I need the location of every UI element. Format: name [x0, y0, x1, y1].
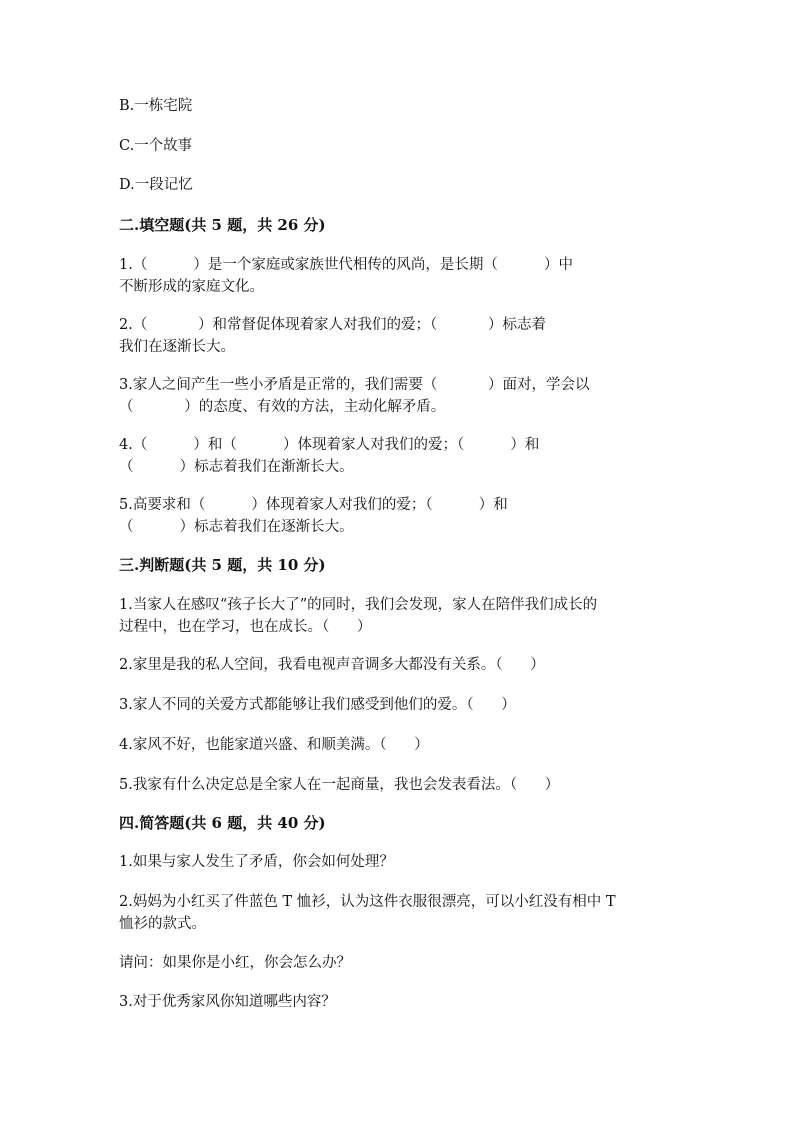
- short-answer-q2-line2: 恤衫的款式。: [119, 916, 206, 932]
- true-false-q1-line1: 1.当家人在感叹“孩子长大了”的同时，我们会发现，家人在陪伴我们成长的: [119, 597, 598, 613]
- section-heading-true-false: 三.判断题(共 5 题，共 10 分): [119, 556, 326, 574]
- true-false-q2: 2.家里是我的私人空间，我看电视声音调多大都没有关系。（ ）: [119, 657, 545, 673]
- true-false-q4: 4.家风不好，也能家道兴盛、和顺美满。（ ）: [119, 737, 429, 753]
- true-false-q3: 3.家人不同的关爱方式都能够让我们感受到他们的爱。（ ）: [119, 697, 516, 713]
- option-b: B.一栋宅院: [119, 98, 193, 114]
- fill-blank-q1-line1: 1.（ ）是一个家庭或家族世代相传的风尚，是长期（ ）中: [119, 257, 574, 273]
- section-heading-fill-blank: 二.填空题(共 5 题，共 26 分): [119, 216, 326, 234]
- short-answer-q3: 3.对于优秀家风你知道哪些内容？: [119, 994, 336, 1010]
- true-false-q5: 5.我家有什么决定总是全家人在一起商量，我也会发表看法。（ ）: [119, 777, 560, 793]
- fill-blank-q2-line2: 我们在逐渐长大。: [119, 339, 235, 355]
- fill-blank-q4-line1: 4.（ ）和（ ）体现着家人对我们的爱；（ ）和: [119, 437, 540, 453]
- fill-blank-q5-line2: （ ）标志着我们在逐渐长大。: [119, 519, 354, 535]
- short-answer-q2-prompt: 请问：如果你是小红，你会怎么办？: [119, 955, 351, 971]
- fill-blank-q2-line1: 2.（ ）和常督促体现着家人对我们的爱；（ ）标志着: [119, 317, 546, 333]
- fill-blank-q3-line2: （ ）的态度、有效的方法，主动化解矛盾。: [119, 399, 446, 415]
- section-heading-short-answer: 四.简答题(共 6 题，共 40 分): [119, 814, 326, 832]
- option-c: C.一个故事: [119, 138, 193, 154]
- true-false-q1-line2: 过程中，也在学习，也在成长。（ ）: [119, 619, 372, 635]
- short-answer-q2-line1: 2.妈妈为小红买了件蓝色 T 恤衫，认为这件衣服很漂亮，可以小红没有相中 T: [119, 894, 616, 910]
- fill-blank-q1-line2: 不断形成的家庭文化。: [119, 279, 264, 295]
- short-answer-q1: 1.如果与家人发生了矛盾，你会如何处理？: [119, 854, 394, 870]
- fill-blank-q4-line2: （ ）标志着我们在渐渐长大。: [119, 459, 354, 475]
- fill-blank-q3-line1: 3.家人之间产生一些小矛盾是正常的，我们需要（ ）面对，学会以: [119, 377, 590, 393]
- option-d: D.一段记忆: [119, 177, 193, 193]
- fill-blank-q5-line1: 5.高要求和（ ）体现着家人对我们的爱；（ ）和: [119, 497, 508, 513]
